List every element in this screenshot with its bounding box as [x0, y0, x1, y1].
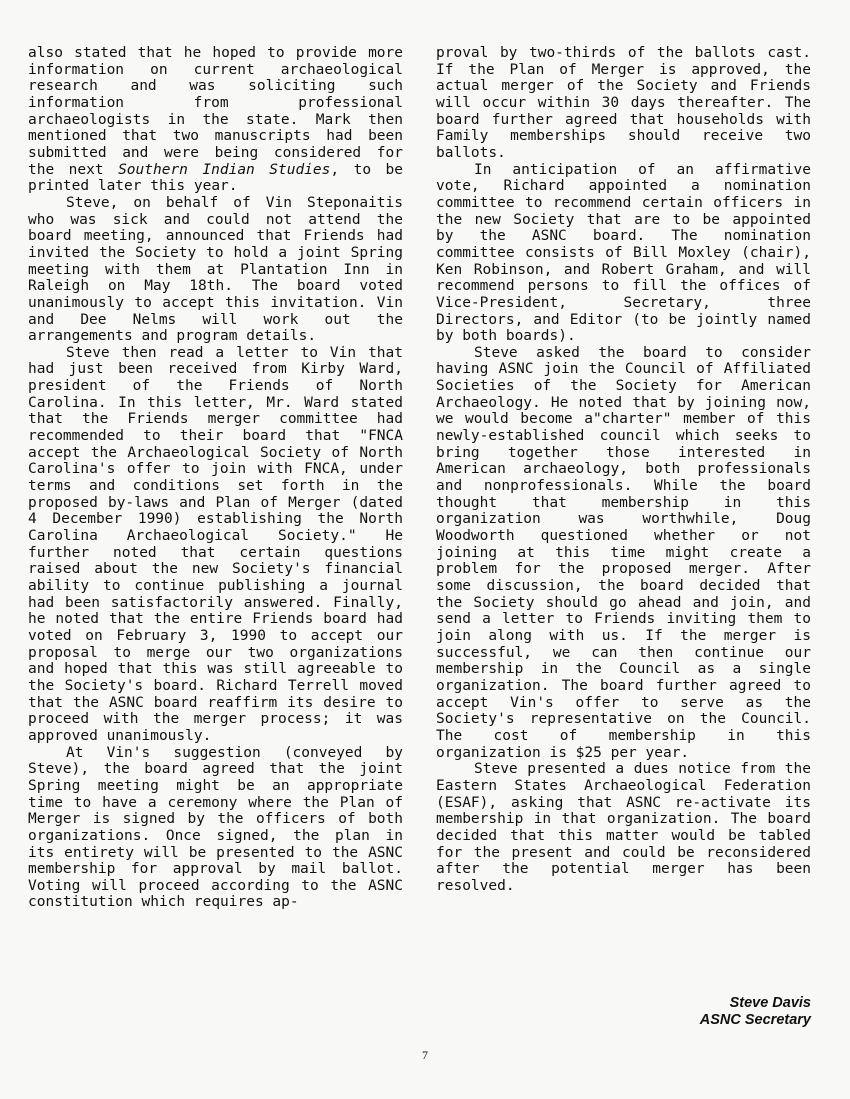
- paragraph: Steve presented a dues notice from the Eastern States Archaeological Federation (ESAF), asking that ASNC re-activate its membership in that organization. The board decided that this matter would be tabled for the present and could be reconsidered after the potential merger has been resolved.: [436, 761, 811, 894]
- paragraph: Steve, on behalf of Vin Steponaitis who was sick and could not attend the board meeting, announced that Friends had invited the Society to hold a joint Spring meeting with them at Plantation Inn in Raleigh on May 18th. The board voted unanimously to accept this invitation. Vin and Dee Nelms will work out the arrangements and program details.: [28, 194, 403, 345]
- left-column: [28, 45, 403, 911]
- paragraph: [28, 45, 403, 195]
- journal-title: Southern Indian Studies: [118, 161, 331, 178]
- page-number: 7: [422, 1048, 428, 1062]
- paragraph-text: also stated that he hoped to provide more information on current archaeological research and was soliciting such information from professional archaeologists in the state. Mark then mentioned that two manuscripts had been submitted and were being considered for the next: [28, 45, 403, 178]
- paragraph-text: , to be printed later this year.: [28, 161, 403, 195]
- paragraph: Steve asked the board to consider having ASNC join the Council of Affiliated Societies of the Society for American Archaeology. He noted that by joining now, we would become a"charter" member of this newly-established council which seeks to bring together those interested in American archaeology, both professionals and nonprofessionals. While the board thought that membership in this organization was worthwhile, Doug Woodworth questioned whether or not joining at this time might create a problem for the proposed merger. After some discussion, the board decided that the Society should go ahead and join, and send a letter to Friends inviting them to join along with us. If the merger is successful, we can then continue our membership in the Council as a single organization. The board further agreed to accept Vin's offer to serve as the Society's representative on the Council. The cost of membership in this organization is $25 per year.: [436, 344, 811, 761]
- signature-block: [700, 995, 811, 1029]
- right-column: [436, 45, 811, 894]
- paragraph: At Vin's suggestion (conveyed by Steve), the board agreed that the joint Spring meeting might be an appropriate time to have a ceremony where the Plan of Merger is signed by the officers of both organizations. Once signed, the plan in its entirety will be presented to the ASNC membership for approval by mail ballot. Voting will proceed according to the ASNC constitution which requires ap-: [28, 744, 403, 911]
- signature-title: ASNC Secretary: [699, 1012, 811, 1028]
- paragraph: In anticipation of an affirmative vote, Richard appointed a nomination committee to recommend certain officers in the new Society that are to be appointed by the ASNC board. The nomination committee consists of Bill Moxley (chair), Ken Robinson, and Robert Graham, and will recommend persons to fill the offices of Vice-President, Secretary, three Directors, and Editor (to be jointly named by both boards).: [436, 161, 811, 345]
- signature-name: Steve Davis: [729, 995, 811, 1011]
- paragraph: proval by two-thirds of the ballots cast. If the Plan of Merger is approved, the actual merger of the Society and Friends will occur within 30 days thereafter. The board further agreed that households with Family memberships should receive two ballots.: [436, 45, 811, 161]
- paragraph: Steve then read a letter to Vin that had just been received from Kirby Ward, president of the Friends of North Carolina. In this letter, Mr. Ward stated that the Friends merger committee had recommended to their board that "FNCA accept the Archaeological Society of North Carolina's offer to join with FNCA, under terms and conditions set forth in the proposed by-laws and Plan of Merger (dated 4 December 1990) establishing the North Carolina Archaeological Society." He further noted that certain questions raised about the new Society's financial ability to continue publishing a journal had been satisfactorily answered. Finally, he noted that the entire Friends board had voted on February 3, 1990 to accept our proposal to merge our two organizations and hoped that this was still agreeable to the Society's board. Richard Terrell moved that the ASNC board reaffirm its desire to proceed with the merger process; it was approved unanimously.: [28, 344, 403, 744]
